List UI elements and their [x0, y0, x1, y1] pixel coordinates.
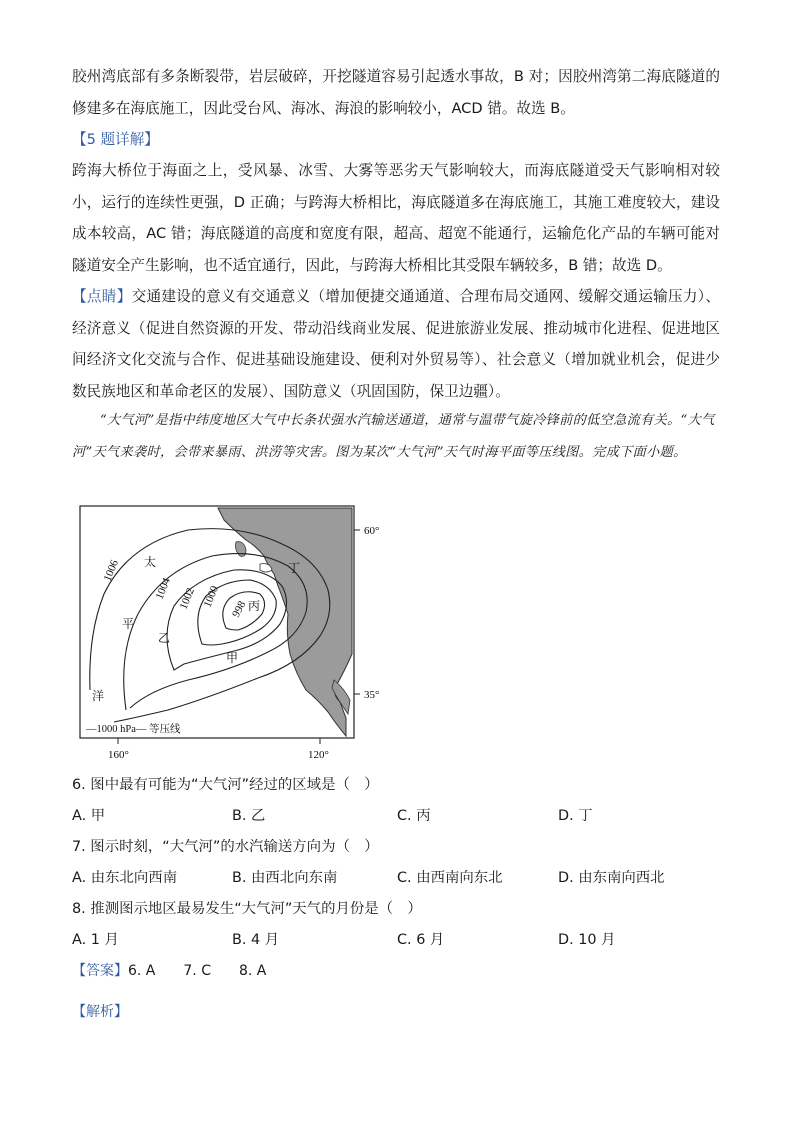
isobar-labels	[102, 558, 249, 620]
dianjing-text: 交通建设的意义有交通意义（增加便捷交通通道、合理布局交通网、缓解交通运输压力）、经济意义（促进自然资源的开发、带动沿线商业发展、促进旅游业发展、推动城市化进程、促进地区间经济文化交流与合作、促进基础设施建设、便利对外贸易等）、社会意义（增加就业机会，促进少数民族地区和革命老区的发展）、国防意义（巩固国防，保卫边疆）。	[72, 288, 720, 400]
lon-label-120: 120°	[308, 749, 329, 761]
q7-option-d[interactable]: D. 由东南向西北	[558, 870, 665, 886]
lon-label-160: 160°	[108, 749, 129, 761]
paragraph-dianjing	[72, 281, 720, 407]
label-ping: 平	[122, 617, 135, 631]
lat-label-35: 35°	[364, 689, 380, 701]
q6-option-b[interactable]: B. 乙	[232, 808, 266, 824]
question-8-options	[72, 929, 732, 951]
q8-option-c[interactable]: C. 6 月	[397, 932, 445, 948]
answer-line	[72, 960, 266, 982]
isobar-label-1002: 1002	[177, 586, 198, 612]
q5-header	[72, 124, 720, 156]
isobar-label-1000: 1000	[201, 584, 222, 610]
label-ding: 丁	[288, 561, 301, 575]
label-yi: 乙	[158, 631, 171, 645]
question-6-stem: 6. 图中最有可能为“大气河”经过的区域是（ ）	[72, 777, 379, 793]
paragraph-q5-detail: 跨海大桥位于海面之上，受风暴、冰雪、大雾等恶劣天气影响较大，而海底隧道受天气影响相对较小，运行的连续性更强，D 正确；与跨海大桥相比，海底隧道多在海底施工，其施工难度较大，建设成本较高，AC 错；海底隧道的高度和宽度有限，超高、超宽不能通行，运输危化产品的车辆可能对隧道安全产生影响，也不适宜通行，因此，与跨海大桥相比其受限车辆较多，B 错；故选 D。	[72, 162, 720, 274]
q8-option-d[interactable]: D. 10 月	[558, 932, 616, 948]
question-7-options	[72, 867, 732, 889]
lat-label-60: 60°	[364, 525, 380, 537]
q7-option-a[interactable]: A. 由东北向西南	[72, 870, 178, 886]
isobar-label-1006: 1006	[101, 558, 122, 584]
question-6-options	[72, 805, 732, 827]
q6-option-c[interactable]: C. 丙	[397, 808, 431, 824]
isobar-map	[78, 504, 398, 762]
q5-header-label: 【5 题详解】	[72, 131, 159, 148]
q8-option-a[interactable]: A. 1 月	[72, 932, 119, 948]
dianjing-label: 【点睛】	[72, 288, 132, 305]
answer-label: 【答案】	[72, 963, 128, 979]
label-yang: 洋	[92, 689, 105, 703]
label-bing: 丙	[248, 599, 261, 613]
analysis-label: 【解析】	[72, 1004, 128, 1020]
label-jia: 甲	[226, 651, 239, 665]
label-tai: 太	[144, 555, 157, 569]
isobar-label-1004: 1004	[153, 576, 174, 602]
q7-option-b[interactable]: B. 由西北向东南	[232, 870, 338, 886]
question-8-stem: 8. 推测图示地区最易发生“大气河”天气的月份是（ ）	[72, 901, 422, 917]
analysis-line	[72, 1001, 128, 1023]
paragraph-q4-conclusion: 胶州湾底部有多条断裂带，岩层破碎，开挖隧道容易引起透水事故，B 对；因胶州湾第二海底隧道的修建多在海底施工，因此受台风、海冰、海浪的影响较小，ACD 错。故选 B。	[72, 68, 720, 117]
q6-option-d[interactable]: D. 丁	[558, 808, 593, 824]
question-7-stem: 7. 图示时刻，“大气河”的水汽输送方向为（ ）	[72, 839, 379, 855]
answer-values: 6. A 7. C 8. A	[128, 963, 267, 979]
map-legend: —1000 hPa— 等压线	[86, 724, 181, 735]
q6-option-a[interactable]: A. 甲	[72, 808, 106, 824]
material-intro: “大气河”是指中纬度地区大气中长条状强水汽输送通道，通常与温带气旋冷锋前的低空急流有关。“大气河”天气来袭时，会带来暴雨、洪涝等灾害。图为某次“大气河”天气时海平面等压线图。完成下面小题。	[72, 413, 715, 460]
isobar-map-figure	[78, 504, 398, 762]
isobar-label-998: 998	[230, 599, 249, 620]
q8-option-b[interactable]: B. 4 月	[232, 932, 280, 948]
q7-option-c[interactable]: C. 由西南向东北	[397, 870, 503, 886]
